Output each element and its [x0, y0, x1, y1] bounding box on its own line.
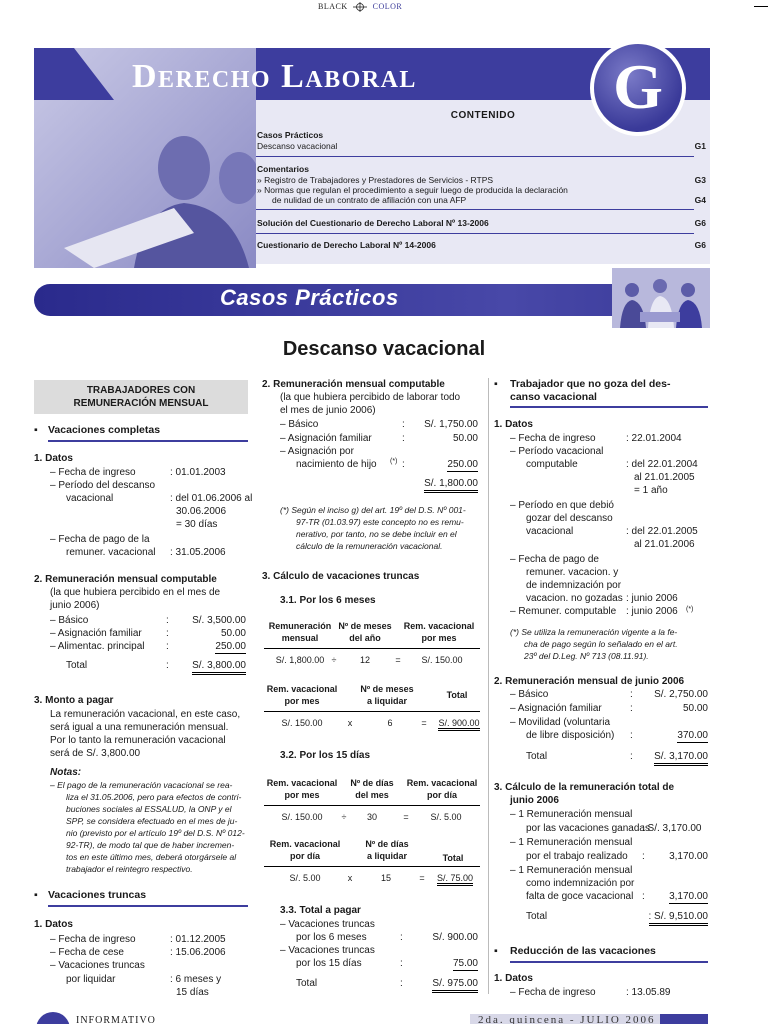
datum-label: vacacion. no gozadas — [526, 593, 623, 604]
toc-solucion: Solución del Cuestionario de Derecho Laboral Nº 13-2006 — [257, 218, 489, 228]
amount-value: S/. 2,750.00 — [654, 689, 708, 700]
datum-label: vacacional — [526, 526, 574, 537]
paragraph-line: (la que hubiera percibido de laborar todo — [280, 392, 461, 403]
colon: : — [400, 932, 403, 943]
heading-datos: 1. Datos — [34, 919, 73, 930]
toc-comentario-1: » Registro de Trabajadores y Prestadores de Servicios - RTPS — [257, 175, 494, 185]
total-value: : S/. 9,510.00 — [649, 910, 709, 926]
table-header: Nº de meses del año — [338, 621, 392, 643]
table-operator: = — [403, 812, 409, 822]
toc-comentarios-label: Comentarios — [257, 164, 309, 174]
table-header: Total — [442, 853, 464, 863]
table-header: Rem. vacacional por día — [269, 839, 341, 861]
note-line: liza el 31.05.2006, pero para efectos de contri- — [66, 792, 242, 802]
heading-calculo: 3. Cálculo de vacaciones truncas — [262, 571, 420, 582]
amount-value: 3,170.00 — [669, 851, 708, 862]
datum-label: – Fecha de ingreso — [50, 467, 136, 478]
total-value: S/. 975.00 — [432, 977, 478, 993]
datum-value: = 1 año — [634, 485, 668, 496]
paragraph-line: Por lo tanto la remuneración vacacional — [50, 735, 226, 746]
toc-casos-label: Casos Prácticos — [257, 130, 324, 140]
footer-brand: INFORMATIVO — [76, 1015, 156, 1024]
publisher-logo-icon — [36, 1012, 70, 1024]
table-operator: ÷ — [341, 812, 347, 822]
footnote-marker: (*) — [390, 458, 398, 465]
amount-label: – Asignación familiar — [510, 703, 602, 714]
note-line: buciones sociales al ESSALUD, la ONP y el — [66, 804, 232, 814]
table-header: Nº de días del mes — [350, 778, 394, 800]
casos-banner-title: Casos Prácticos — [220, 285, 399, 310]
amount-label: por los 15 días — [296, 958, 362, 969]
paragraph-line: será igual a una remuneración mensual. — [50, 722, 229, 733]
banner-photo — [612, 268, 710, 328]
datum-value: : 15.06.2006 — [170, 947, 226, 958]
subheading-15-dias: 3.2. Por los 15 días — [280, 750, 371, 761]
register-color-label: COLOR — [372, 2, 403, 11]
table-rule — [264, 648, 480, 649]
datum-label: remuner. vacacional — [66, 547, 156, 558]
datum-value: : del 22.01.2004 — [626, 459, 698, 470]
table-total-cell — [428, 873, 482, 883]
table-total-value: S/. 75.00 — [437, 873, 473, 886]
datum-label: – Fecha de ingreso — [50, 934, 136, 945]
colon: : — [402, 459, 405, 470]
datum-value: : 22.01.2004 — [626, 433, 682, 444]
heading-monto: 3. Monto a pagar — [34, 695, 114, 706]
datum-label: – Fecha de pago de la — [50, 534, 150, 545]
total-label: Total — [66, 660, 88, 671]
colon: : — [166, 660, 169, 671]
amount-value: 3,170.00 — [669, 891, 708, 902]
colon: : — [630, 689, 633, 700]
heading-datos: 1. Datos — [34, 453, 73, 464]
heading-vacaciones-truncas: Vacaciones truncas — [48, 889, 147, 901]
datum-value: al 21.01.2006 — [634, 539, 695, 550]
datum-label: – Período vacacional — [510, 446, 604, 457]
toc-cuestionario-page: G6 — [694, 240, 706, 250]
amount-value: : S/. 3,170.00 — [642, 823, 702, 834]
datum-label: – Fecha de ingreso — [510, 987, 596, 998]
calc-table-15-dias — [262, 838, 484, 886]
total-value: S/. 3,170.00 — [654, 750, 708, 766]
colon: : — [630, 751, 633, 762]
bullet-square-icon: ▪ — [34, 424, 38, 436]
datum-value: : 13.05.89 — [626, 987, 671, 998]
footnote-line: 97-TR (01.03.97) este concepto no es remu- — [296, 517, 464, 527]
notes-heading: Notas: — [50, 767, 82, 778]
amount-label: – Vacaciones truncas — [280, 945, 375, 956]
table-header: Total — [446, 690, 468, 700]
datum-value: al 21.01.2005 — [634, 472, 695, 483]
table-cell: 6 — [387, 718, 393, 728]
heading-remuneracion-junio: 2. Remuneración mensual de junio 2006 — [494, 676, 685, 687]
footnote-line: nerativo, por tanto, no se debe incluir en el — [296, 529, 457, 539]
bullet-square-icon: ▪ — [34, 889, 38, 901]
table-header: Remuneración mensual — [268, 621, 332, 643]
total-value: S/. 1,800.00 — [424, 477, 478, 493]
toc-heading: CONTENIDO — [450, 110, 516, 121]
table-rule — [264, 805, 480, 806]
note-line: nio (previsto por el artículo 19º del D.S. Nº 012- — [66, 828, 245, 838]
datum-value: : 01.01.2003 — [170, 467, 226, 478]
datum-value: : 01.12.2005 — [170, 934, 226, 945]
table-header: Nº de días a liquidar — [365, 839, 409, 861]
colon: : — [630, 703, 633, 714]
worker-type-line-2: REMUNERACIÓN MENSUAL — [73, 398, 209, 409]
total-label: Total — [526, 911, 548, 922]
amount-label: de libre disposición) — [526, 730, 615, 741]
calc-table-dias — [262, 777, 484, 825]
calc-table-meses — [262, 620, 484, 668]
toc-comentario-2-cont: de nulidad de un contrato de afiliación con una AFP — [272, 195, 467, 205]
colon: : — [166, 615, 169, 626]
footnote-line: cálculo de la remuneración vacacional. — [296, 541, 443, 551]
amount-label: – 1 Remuneración mensual — [510, 837, 633, 848]
amount-label: – Alimentac. principal — [50, 641, 145, 652]
datum-label: gozar del descanso — [526, 513, 613, 524]
amount-value: 50.00 — [220, 628, 246, 639]
footnote-line: (*) Se utiliza la remuneración vigente a la fe- — [510, 627, 678, 637]
worker-type-box — [34, 380, 248, 414]
amount-label: – Vacaciones truncas — [280, 919, 375, 930]
datum-label: – Período del descanso — [50, 480, 156, 491]
colon: : — [630, 730, 633, 741]
heading-no-goza: Trabajador que no goza del des- — [510, 378, 671, 390]
table-cell: S/. 150.00 — [281, 718, 323, 728]
table-operator: = — [421, 718, 427, 728]
amount-label: por las vacaciones ganadas — [526, 823, 650, 834]
paragraph-line: La remuneración vacacional, en este caso, — [50, 709, 241, 720]
datum-label: – Vacaciones truncas — [50, 960, 145, 971]
amount-value: 50.00 — [452, 433, 478, 444]
table-total-cell — [434, 718, 484, 728]
table-cell: S/. 150.00 — [421, 655, 463, 665]
table-cell: S/. 150.00 — [281, 812, 323, 822]
table-operator: x — [347, 873, 353, 883]
datum-value: : junio 2006 — [626, 593, 678, 604]
heading-underline — [510, 406, 708, 408]
paragraph-line: será de S/. 3,800.00 — [50, 748, 141, 759]
amount-label: por los 6 meses — [296, 932, 367, 943]
heading-datos: 1. Datos — [494, 419, 533, 430]
datum-value: : del 22.01.2005 — [626, 526, 698, 537]
footnote-line: cha de pago según lo señalado en el art. — [524, 639, 678, 649]
amount-label: – Básico — [50, 615, 89, 626]
table-cell: S/. 1,800.00 — [275, 655, 325, 665]
section-badge-letter: G — [613, 51, 663, 122]
total-value: S/. 3,800.00 — [192, 659, 246, 675]
table-operator: ÷ — [331, 655, 337, 665]
toc-casos-page: G1 — [694, 141, 706, 151]
heading-datos: 1. Datos — [494, 973, 533, 984]
article-title: Descanso vacacional — [282, 338, 486, 360]
amount-label: – Básico — [280, 419, 319, 430]
footnote-line: 23º del D.Leg. Nº 713 (08.11.91). — [524, 651, 649, 661]
column-divider — [488, 378, 489, 994]
amount-value: 250.00 — [447, 459, 478, 470]
paragraph-line: el mes de junio 2006) — [280, 405, 376, 416]
toc-divider — [256, 209, 694, 210]
datum-value: 30.06.2006 — [176, 506, 227, 517]
table-header: Rem. vacacional por mes — [403, 621, 475, 643]
amount-label: – Asignación por — [280, 446, 354, 457]
paragraph-line: (la que hubiera percibido en el mes de — [50, 587, 221, 598]
amount-label: – Movilidad (voluntaria — [510, 717, 611, 728]
subheading-6-meses: 3.1. Por los 6 meses — [280, 595, 376, 606]
heading-underline — [48, 440, 248, 442]
colon: : — [642, 891, 645, 902]
crosshair-icon — [353, 2, 367, 12]
colon: : — [400, 958, 403, 969]
table-cell: S/. 5.00 — [289, 873, 321, 883]
toc-divider — [256, 156, 694, 157]
heading-underline — [510, 961, 708, 963]
colon: : — [402, 433, 405, 444]
datum-label: remuner. vacacion. y — [526, 567, 619, 578]
heading-calculo-total-cont: junio 2006 — [510, 795, 559, 806]
heading-reduccion: Reducción de las vacaciones — [510, 945, 656, 957]
table-header: Rem. vacacional por mes — [266, 778, 338, 800]
amount-label: – 1 Remuneración mensual — [510, 809, 633, 820]
amount-value: S/. 1,750.00 — [424, 419, 478, 430]
register-marks — [318, 2, 402, 12]
note-line: 92-TR), de modo tal que de haber incremen- — [66, 840, 235, 850]
table-rule — [264, 711, 480, 712]
toc-solucion-page: G6 — [694, 218, 706, 228]
colon: : — [166, 641, 169, 652]
colon: : — [402, 419, 405, 430]
total-label: Total — [526, 751, 548, 762]
amount-value: 370.00 — [677, 730, 708, 741]
datum-value: : 31.05.2006 — [170, 547, 226, 558]
note-line: – El pago de la remuneración vacacional se rea- — [50, 780, 233, 790]
table-operator: x — [347, 718, 353, 728]
amount-label: – Asignación familiar — [50, 628, 142, 639]
paragraph-line: junio 2006) — [50, 600, 100, 611]
calc-table-6-meses — [262, 683, 484, 731]
datum-label: por liquidar — [66, 974, 116, 985]
heading-remuneracion: 2. Remuneración mensual computable — [34, 574, 217, 585]
heading-calculo-total: 3. Cálculo de la remuneración total de — [494, 782, 675, 793]
toc-casos-item: Descanso vacacional — [257, 141, 338, 151]
colon: : — [400, 978, 403, 989]
amount-label: falta de goce vacacional — [526, 891, 634, 902]
note-line: tos en este último mes, deberá otorgársele al — [66, 852, 237, 862]
datum-label: – Remuner. computable — [510, 606, 617, 617]
table-cell: 15 — [380, 873, 391, 883]
amount-label: – Asignación familiar — [280, 433, 372, 444]
toc-cuestionario: Cuestionario de Derecho Laboral Nº 14-2006 — [257, 240, 436, 250]
heading-remuneracion: 2. Remuneración mensual computable — [262, 379, 445, 390]
section-badge — [590, 40, 686, 136]
table-operator: = — [395, 655, 401, 665]
toc-comentario-2-page: G4 — [694, 195, 706, 205]
table-cell: S/. 5.00 — [430, 812, 462, 822]
footnote-line: (*) Según el inciso g) del art. 19º del D.S. Nº 001- — [280, 505, 466, 515]
amount-value: S/. 3,500.00 — [192, 615, 246, 626]
amount-label: – 1 Remuneración mensual — [510, 865, 633, 876]
toc-divider — [256, 233, 694, 234]
datum-label: de indemnización por — [526, 580, 622, 591]
colon: : — [642, 851, 645, 862]
note-line: trabajador el reintegro respectivo. — [66, 864, 193, 874]
toc-comentario-2: » Normas que regulan el procedimiento a seguir luego de producida la declaración — [257, 185, 568, 195]
amount-label: como indemnización por — [526, 878, 635, 889]
datum-label: – Período en que debió — [510, 500, 614, 511]
datum-label: – Fecha de ingreso — [510, 433, 596, 444]
amount-value: 50.00 — [682, 703, 708, 714]
datum-label: vacacional — [66, 493, 114, 504]
bullet-square-icon: ▪ — [494, 378, 498, 390]
footer-page-tab — [660, 1014, 708, 1024]
bullet-square-icon: ▪ — [494, 945, 498, 957]
table-header: Rem. vacacional por día — [406, 778, 478, 800]
table-operator: = — [419, 873, 425, 883]
register-black-label: BLACK — [318, 2, 348, 11]
table-header: Nº de meses a liquidar — [360, 684, 414, 706]
datum-value: : 6 meses y — [170, 974, 222, 985]
datum-label: computable — [526, 459, 578, 470]
footnote-marker: (*) — [686, 606, 694, 613]
table-rule — [264, 866, 480, 867]
datum-label: – Fecha de pago de — [510, 554, 599, 565]
toc-comentario-1-page: G3 — [694, 175, 706, 185]
heading-vacaciones-completas: Vacaciones completas — [48, 424, 161, 436]
amount-value: 250.00 — [215, 641, 246, 652]
datum-value: : del 01.06.2006 al — [170, 493, 253, 504]
table-cell: 12 — [359, 655, 370, 665]
crop-mark — [754, 6, 768, 7]
total-label: Total — [296, 978, 318, 989]
amount-value: 75.00 — [452, 958, 478, 969]
worker-type-line-1: TRABAJADORES CON — [86, 385, 196, 396]
table-cell: 30 — [366, 812, 377, 822]
datum-value: 15 días — [176, 987, 209, 998]
table-header: Rem. vacacional por mes — [266, 684, 338, 706]
amount-label: – Básico — [510, 689, 549, 700]
footer-issue: 2da. quincena - JULIO 2006 — [478, 1014, 656, 1024]
subheading-total: 3.3. Total a pagar — [280, 905, 361, 916]
heading-underline — [48, 905, 248, 907]
heading-no-goza-cont: canso vacacional — [510, 391, 597, 403]
datum-value: = 30 días — [176, 519, 218, 530]
datum-value: : junio 2006 — [626, 606, 678, 617]
amount-label: por el trabajo realizado — [526, 851, 628, 862]
datum-label: – Fecha de cese — [50, 947, 124, 958]
note-line: SPP, se considera efectuado en el mes de ju- — [66, 816, 238, 826]
section-title: Derecho Laboral — [132, 58, 417, 95]
amount-label: nacimiento de hijo — [296, 459, 377, 470]
table-total-value: S/. 900.00 — [438, 718, 479, 731]
colon: : — [166, 628, 169, 639]
amount-value: S/. 900.00 — [432, 932, 478, 943]
